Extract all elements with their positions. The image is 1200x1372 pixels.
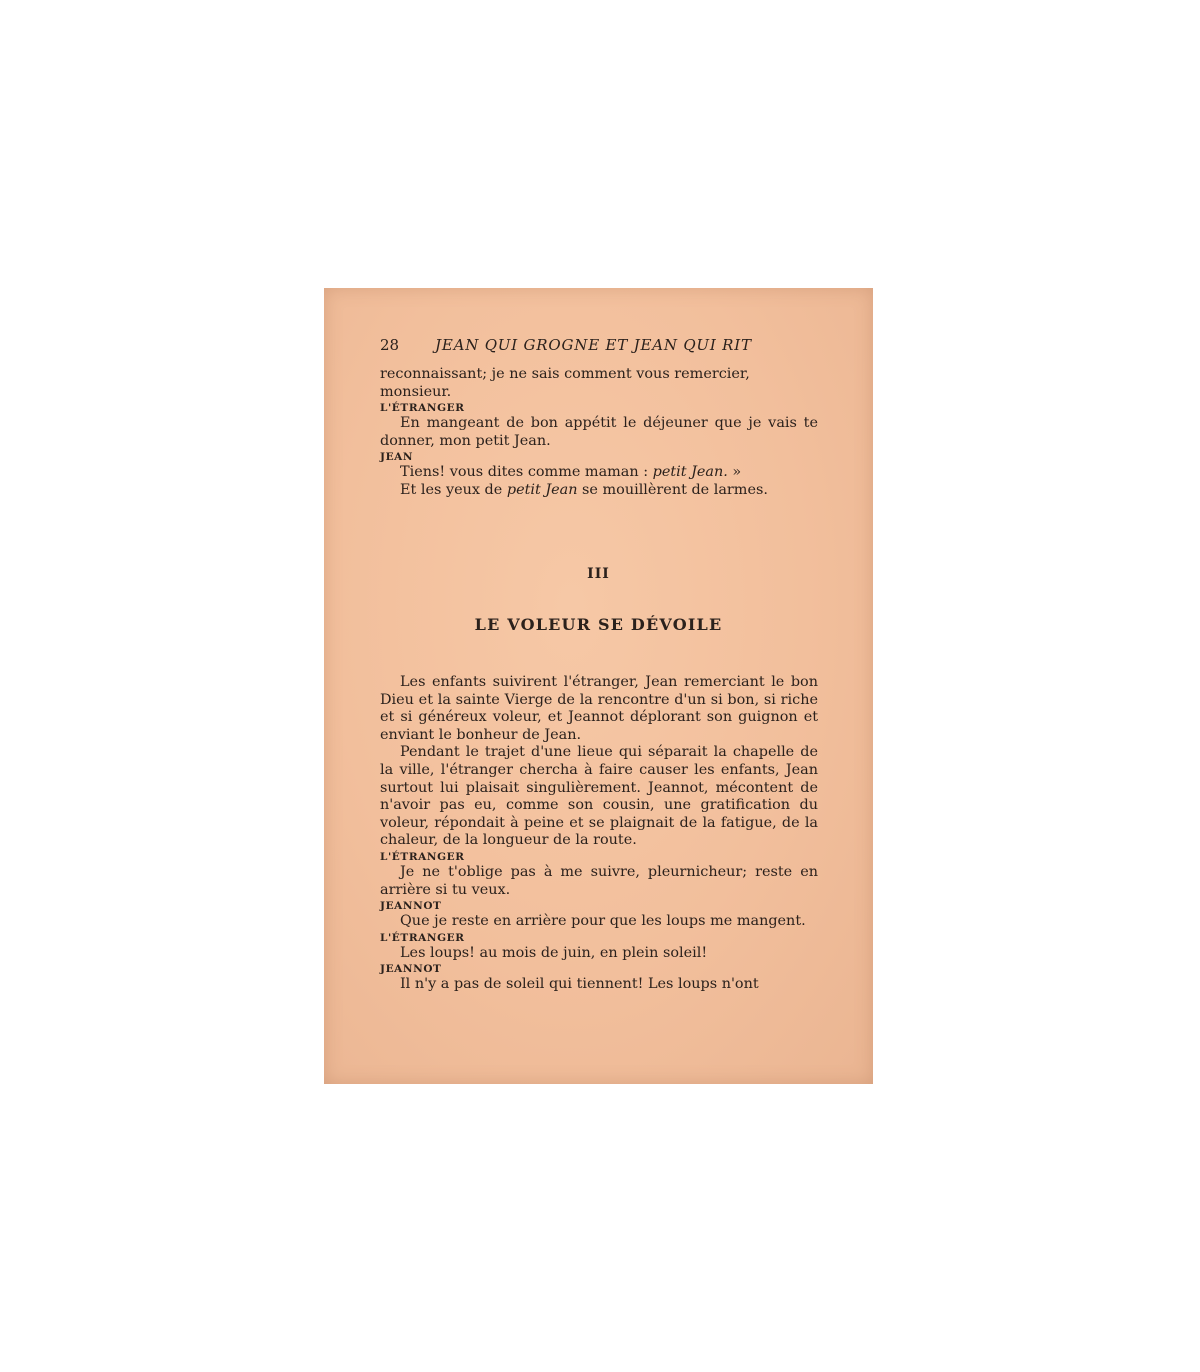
paragraph: Les loups! au mois de juin, en plein soleil! (400, 944, 708, 961)
speaker-label: L'ÉTRANGER (380, 931, 465, 944)
dialogue-top (380, 366, 818, 500)
chapter-number: III (587, 566, 610, 582)
page-number: 28 (380, 336, 400, 354)
paragraph: reconnaissant; je ne sais comment vous remercier, monsieur. (380, 366, 750, 400)
speaker-label: JEANNOT (380, 900, 442, 913)
paragraph: Les enfants suivirent l'étranger, Jean remerciant le bon Dieu et la sainte Vierge de la rencontre d'un si bon, si riche et si généreux voleur, et Jeannot déplorant son guignon et enviant le bonheur de Jean. (380, 674, 818, 743)
paragraph: Je ne t'oblige pas à me suivre, pleurnicheur; reste en arrière si tu veux. (380, 863, 818, 898)
speaker-label: JEAN (380, 451, 414, 464)
paragraph: Et les yeux de petit Jean se mouillèrent de larmes. (400, 481, 768, 498)
speaker-label: JEANNOT (380, 963, 442, 976)
paragraph: Il n'y a pas de soleil qui tiennent! Les loups n'ont (400, 976, 759, 993)
chapter-title: LE VOLEUR SE DÉVOILE (474, 615, 723, 634)
running-title: JEAN QUI GROGNE ET JEAN QUI RIT (435, 336, 752, 354)
paragraph: Pendant le trajet d'une lieue qui séparait la chapelle de la ville, l'étranger chercha à faire causer les enfants, Jean surtout lui plaisait singulièrement. Jeannot, mécontent de n'avoir pas eu, comme son cousin, une gratification du voleur, répondait à peine et se plaignait de la fatigue, de la chaleur, de la longueur de la route. (380, 744, 818, 849)
paragraph: En mangeant de bon appétit le déjeuner que je vais te donner, mon petit Jean. (380, 415, 818, 449)
paragraph: Que je reste en arrière pour que les loups me mangent. (400, 913, 806, 930)
speaker-label: L'ÉTRANGER (380, 850, 465, 863)
chapter-body (380, 674, 818, 994)
paragraph: Tiens! vous dites comme maman : petit Jean. » (400, 464, 742, 481)
speaker-label: L'ÉTRANGER (380, 402, 465, 415)
book-page (324, 288, 873, 1084)
